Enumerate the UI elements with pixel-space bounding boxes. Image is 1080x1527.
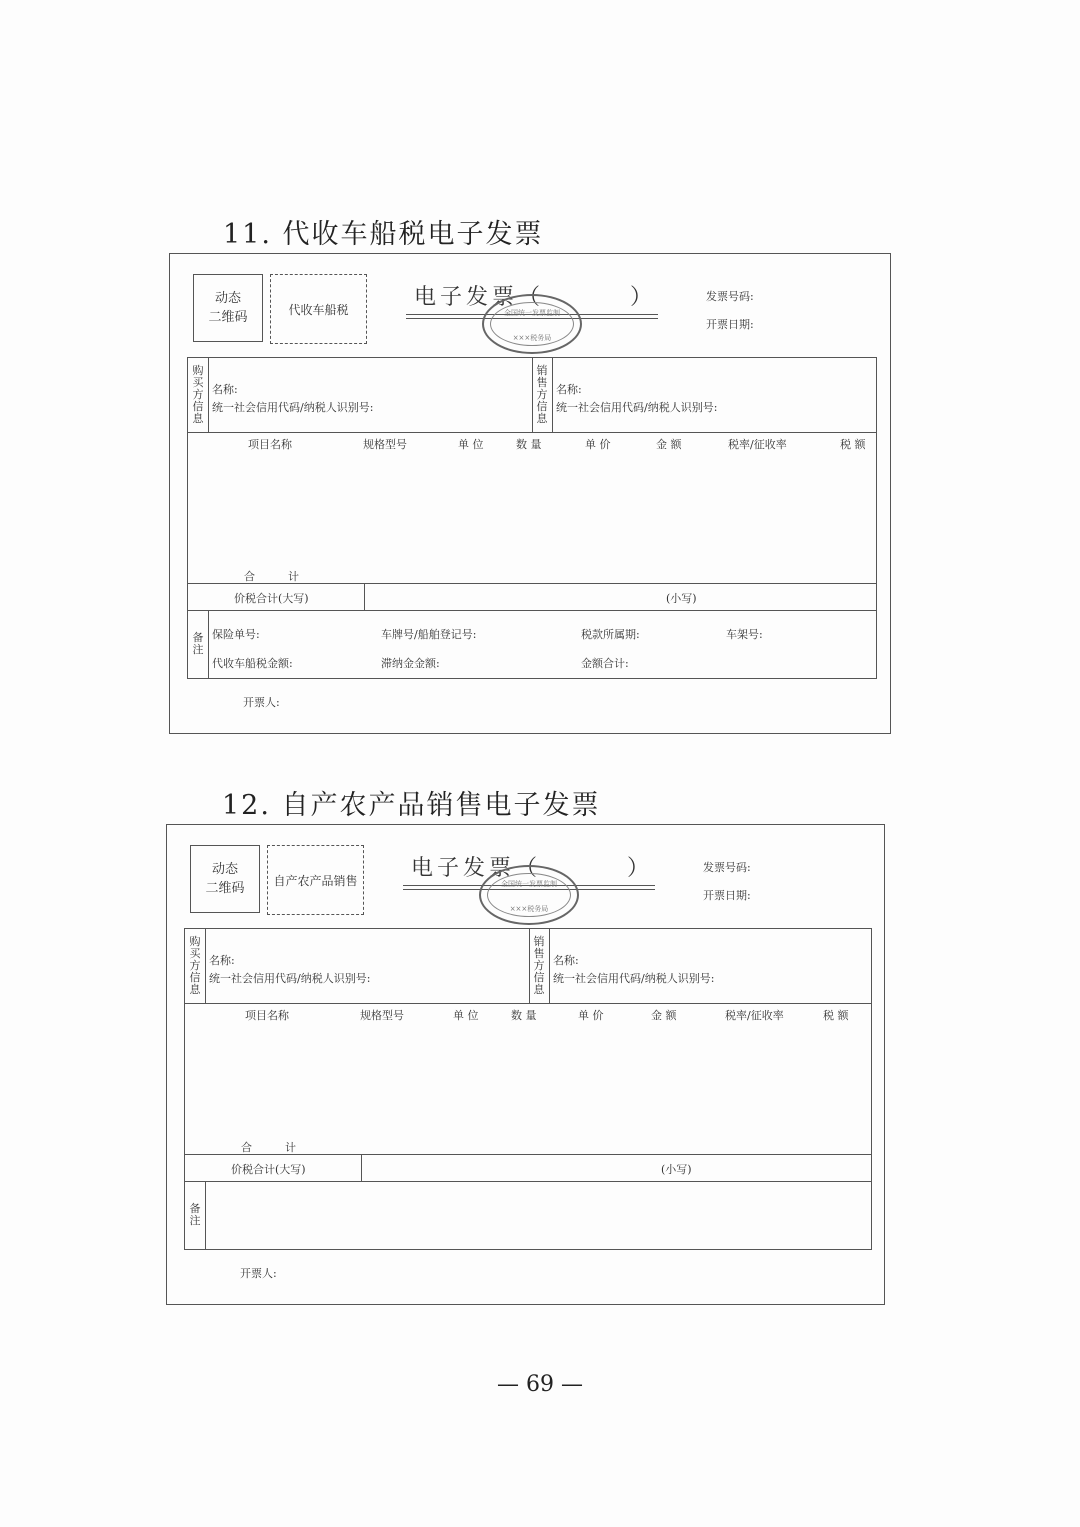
buyer-code-label: 统一社会信用代码/纳税人识别号: [209,972,371,985]
invoice-title: 电子发票（ [411,856,542,881]
invoice-title: 电子发票（ [414,285,545,310]
vehicle-tax-amount-label: 代收车船税金额: [212,657,293,670]
lower-case-label: (小写) [666,592,697,605]
section-11-heading: 11. 代收车船税电子发票 [223,219,544,250]
seal-top-text: 全国统一发票监制 [504,309,560,317]
invoice-title-close: ） [630,285,653,310]
col-tax-amount: 税 额 [823,1009,849,1022]
issuer-label: 开票人: [240,1267,277,1280]
seller-side-label: 销售方信息 [533,935,545,996]
issue-date-label: 开票日期: [703,889,751,902]
buyer-side-label: 购买方信息 [189,935,201,996]
buyer-name-label: 名称: [212,383,238,396]
col-quantity: 数 量 [511,1009,537,1022]
invoice-12-table [184,928,872,1250]
seal-top-text: 全国统一发票监制 [501,880,557,888]
col-amount: 金 额 [656,438,682,451]
invoice-11-table [187,357,877,679]
col-tax-rate: 税率/征收率 [728,438,787,451]
invoice-number-label: 发票号码: [703,861,751,874]
dynamic-qr-code-box: 动态 二维码 [190,845,260,913]
col-unit: 单 位 [453,1009,479,1022]
invoice-12-frame [166,824,885,1305]
tax-authority-seal [479,865,579,925]
tax-authority-seal [482,294,582,354]
remarks-side-label: 备注 [189,1202,201,1227]
seller-code-label: 统一社会信用代码/纳税人识别号: [553,972,715,985]
seller-side-label: 销售方信息 [536,364,548,425]
col-quantity: 数 量 [516,438,542,451]
issuer-label: 开票人: [243,696,280,709]
price-tax-total-label: 价税合计(大写) [234,592,309,605]
buyer-code-label: 统一社会信用代码/纳税人识别号: [212,401,374,414]
seller-name-label: 名称: [556,383,582,396]
invoice-title-close: ） [627,856,650,881]
seller-code-label: 统一社会信用代码/纳税人识别号: [556,401,718,414]
frame-no-label: 车架号: [726,628,763,641]
dynamic-qr-code-box: 动态 二维码 [193,274,263,342]
col-unit-price: 单 价 [578,1009,604,1022]
col-spec: 规格型号 [363,438,407,451]
remarks-side-label: 备注 [192,631,204,656]
late-fee-label: 滞纳金金额: [381,657,440,670]
buyer-side-label: 购买方信息 [192,364,204,425]
col-tax-amount: 税 额 [840,438,866,451]
amount-total-label: 金额合计: [581,657,629,670]
item-columns-header [185,1007,871,1023]
insurance-no-label: 保险单号: [212,628,260,641]
seller-name-label: 名称: [553,954,579,967]
invoice-type-label: 代收车船税 [270,274,367,344]
col-unit-price: 单 价 [585,438,611,451]
item-columns-header [188,436,876,452]
col-item-name: 项目名称 [245,1009,289,1022]
tax-period-label: 税款所属期: [581,628,640,641]
invoice-11-frame [169,253,891,734]
seal-bottom-text: ×××税务局 [512,334,552,342]
col-spec: 规格型号 [360,1009,404,1022]
issue-date-label: 开票日期: [706,318,754,331]
total-label: 合 计 [244,570,299,583]
total-label: 合 计 [241,1141,296,1154]
invoice-number-label: 发票号码: [706,290,754,303]
price-tax-total-label: 价税合计(大写) [231,1163,306,1176]
invoice-type-label: 自产农产品销售 [267,845,364,915]
col-unit: 单 位 [458,438,484,451]
section-12-heading: 12. 自产农产品销售电子发票 [222,790,601,821]
seal-bottom-text: ×××税务局 [509,905,549,913]
lower-case-label: (小写) [661,1163,692,1176]
page-number: — 69 — [497,1372,583,1397]
col-tax-rate: 税率/征收率 [725,1009,784,1022]
col-item-name: 项目名称 [248,438,292,451]
buyer-name-label: 名称: [209,954,235,967]
plate-no-label: 车牌号/船舶登记号: [381,628,477,641]
col-amount: 金 额 [651,1009,677,1022]
